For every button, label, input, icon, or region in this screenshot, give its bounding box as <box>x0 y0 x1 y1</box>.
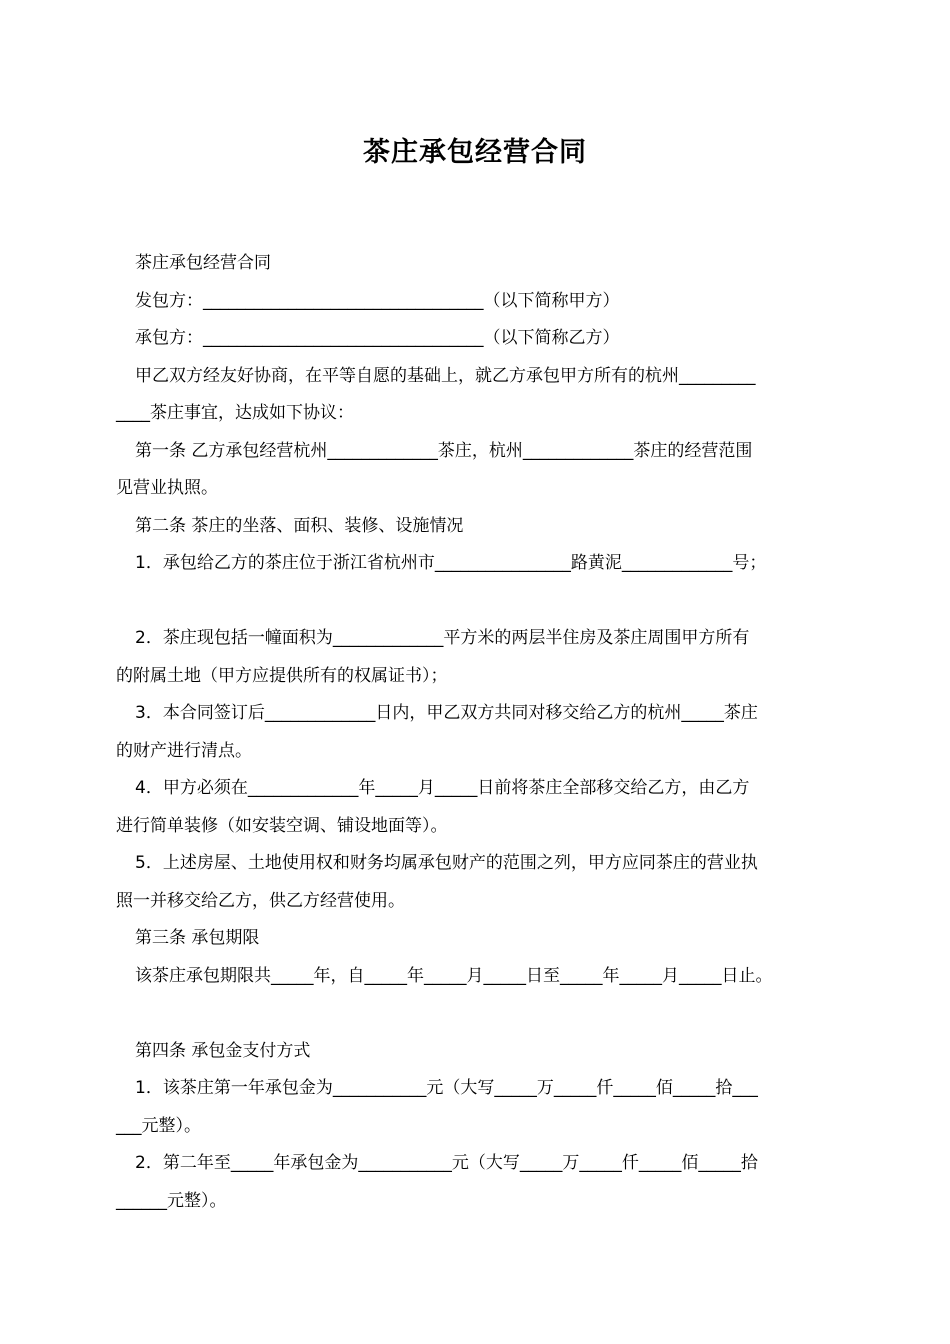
article-4-item-2-line-1: 2．第二年至_____年承包金为___________元（大写_____万_____仟_____佰_____拾 <box>135 1153 758 1173</box>
article-2-item-3-line-2: 的财产进行清点。 <box>116 740 252 761</box>
article-2-item-4-line-2: 进行简单装修（如安装空调、铺设地面等）。 <box>116 815 448 836</box>
article-4-heading: 第四条 承包金支付方式 <box>135 1040 311 1061</box>
paragraph-spacer <box>116 583 852 621</box>
contract-subtitle: 茶庄承包经营合同 <box>135 253 271 273</box>
article-2-item-3-line-1: 3．本合同签订后_____________日内，甲乙双方共同对移交给乙方的杭州_____茶庄 <box>135 703 758 723</box>
article-4-item-2-line-2: ______元整）。 <box>116 1190 227 1211</box>
article-2-item-1: 1．承包给乙方的茶庄位于浙江省杭州市________________路黄泥_____________号； <box>135 553 767 573</box>
article-2-item-4-line-1: 4．甲方必须在_____________年_____月_____日前将茶庄全部移交给乙方，由乙方 <box>135 778 750 798</box>
preamble-line-1: 甲乙双方经友好协商，在平等自愿的基础上，就乙方承包甲方所有的杭州_________ <box>135 365 756 386</box>
party-a-line: 发包方：_________________________________（以下简称甲方） <box>135 290 620 311</box>
paragraph-spacer <box>116 995 852 1033</box>
article-3-term: 该茶庄承包期限共_____年，自_____年_____月_____日至_____年_____月_____日止。 <box>135 965 773 986</box>
article-3-heading: 第三条 承包期限 <box>135 928 260 948</box>
article-2-item-5-line-2: 照一并移交给乙方，供乙方经营使用。 <box>116 890 405 911</box>
article-2-heading: 第二条 茶庄的坐落、面积、装修、设施情况 <box>135 515 464 536</box>
article-2-item-5-line-1: 5．上述房屋、土地使用权和财务均属承包财产的范围之列，甲方应同茶庄的营业执 <box>135 853 758 873</box>
article-1-line-1: 第一条 乙方承包经营杭州_____________茶庄，杭州_____________茶庄的经营范围 <box>135 440 753 461</box>
article-2-item-2-line-2: 的附属土地（甲方应提供所有的权属证书）； <box>116 665 448 686</box>
article-1-line-2: 见营业执照。 <box>116 478 218 498</box>
party-b-line: 承包方：_________________________________（以下简称乙方） <box>135 328 620 348</box>
article-4-item-1-line-1: 1．该茶庄第一年承包金为___________元（大写_____万_____仟_____佰_____拾___ <box>135 1078 758 1098</box>
article-2-item-2-line-1: 2．茶庄现包括一幢面积为_____________平方米的两层半住房及茶庄周围甲方所有 <box>135 628 750 648</box>
preamble-line-2: ____茶庄事宜，达成如下协议： <box>116 403 354 423</box>
contract-body <box>116 245 852 1220</box>
page-title: 茶庄承包经营合同 <box>363 137 587 168</box>
article-4-item-1-line-2: ___元整）。 <box>116 1115 201 1136</box>
